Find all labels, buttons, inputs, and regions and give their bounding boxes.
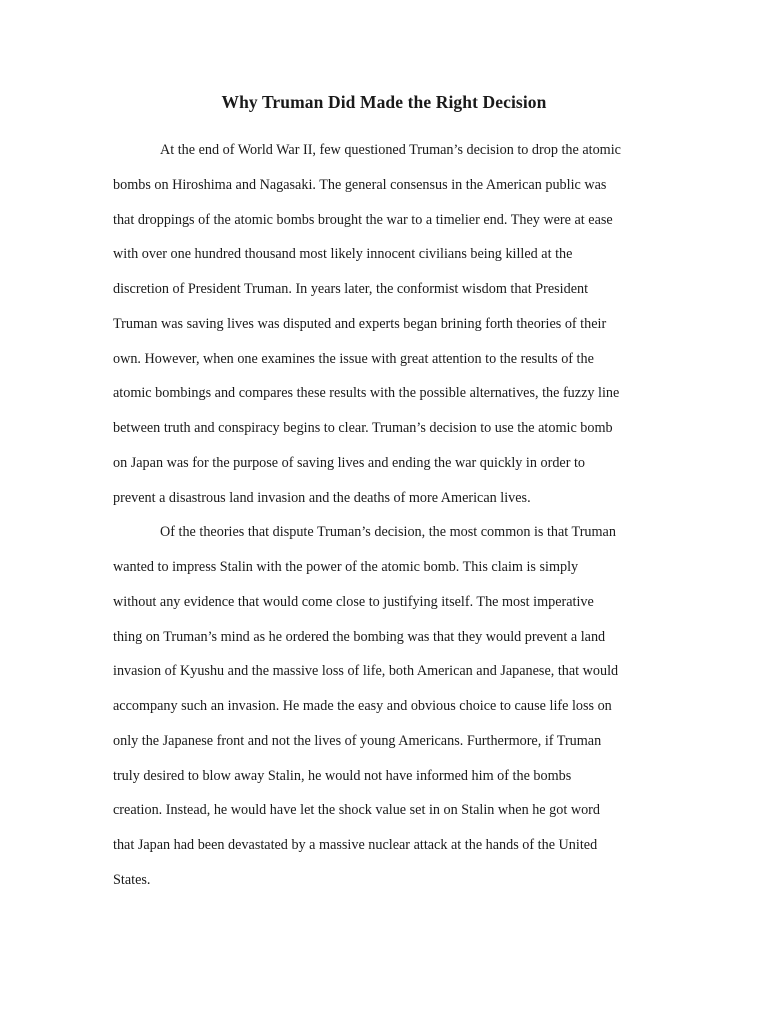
paragraph-2 — [113, 515, 659, 897]
paragraph-line: thing on Truman’s mind as he ordered the bombing was that they would prevent a land — [113, 628, 606, 645]
paragraph-1 — [113, 133, 659, 515]
paragraph-line: own. However, when one examines the issue with great attention to the results of the — [113, 350, 594, 367]
paragraph-line: with over one hundred thousand most likely innocent civilians being killed at the — [113, 246, 573, 263]
paragraph-line: Truman was saving lives was disputed and experts began brining forth theories of their — [113, 315, 607, 332]
paragraph-line: creation. Instead, he would have let the shock value set in on Stalin when he got word — [113, 802, 600, 819]
paragraph-line: discretion of President Truman. In years later, the conformist wisdom that President — [113, 281, 589, 297]
paragraph-line: atomic bombings and compares these results with the possible alternatives, the fuzzy line — [113, 385, 620, 402]
paragraph-line: wanted to impress Stalin with the power of the atomic bomb. This claim is simply — [113, 559, 579, 575]
paragraph-line: truly desired to blow away Stalin, he would not have informed him of the bombs — [113, 767, 572, 784]
paragraph-line: accompany such an invasion. He made the easy and obvious choice to cause life loss on — [113, 698, 612, 714]
paragraph-line: bombs on Hiroshima and Nagasaki. The general consensus in the American public was — [113, 176, 607, 193]
paragraph-line: States. — [113, 871, 151, 888]
paragraph-line: only the Japanese front and not the lives of young Americans. Furthermore, if Truman — [113, 732, 602, 749]
paragraph-line: that Japan had been devastated by a massive nuclear attack at the hands of the United — [113, 837, 598, 853]
paragraph-line: invasion of Kyushu and the massive loss of life, both American and Japanese, that would — [113, 663, 619, 680]
paragraph-line: on Japan was for the purpose of saving lives and ending the war quickly in order to — [113, 454, 586, 471]
paragraph-line: between truth and conspiracy begins to clear. Truman’s decision to use the atomic bomb — [113, 420, 613, 436]
paragraph-line: without any evidence that would come close to justifying itself. The most imperative — [113, 593, 594, 610]
paragraph-line: that droppings of the atomic bombs brought the war to a timelier end. They were at ease — [113, 211, 613, 228]
paragraph-line: Of the theories that dispute Truman’s decision, the most common is that Truman — [160, 524, 616, 541]
document-body — [113, 133, 659, 898]
paragraph-line: prevent a disastrous land invasion and the deaths of more American lives. — [113, 489, 531, 506]
paragraph-line: At the end of World War II, few questioned Truman’s decision to drop the atomic — [160, 142, 621, 158]
document-title: Why Truman Did Made the Right Decision — [221, 92, 547, 112]
